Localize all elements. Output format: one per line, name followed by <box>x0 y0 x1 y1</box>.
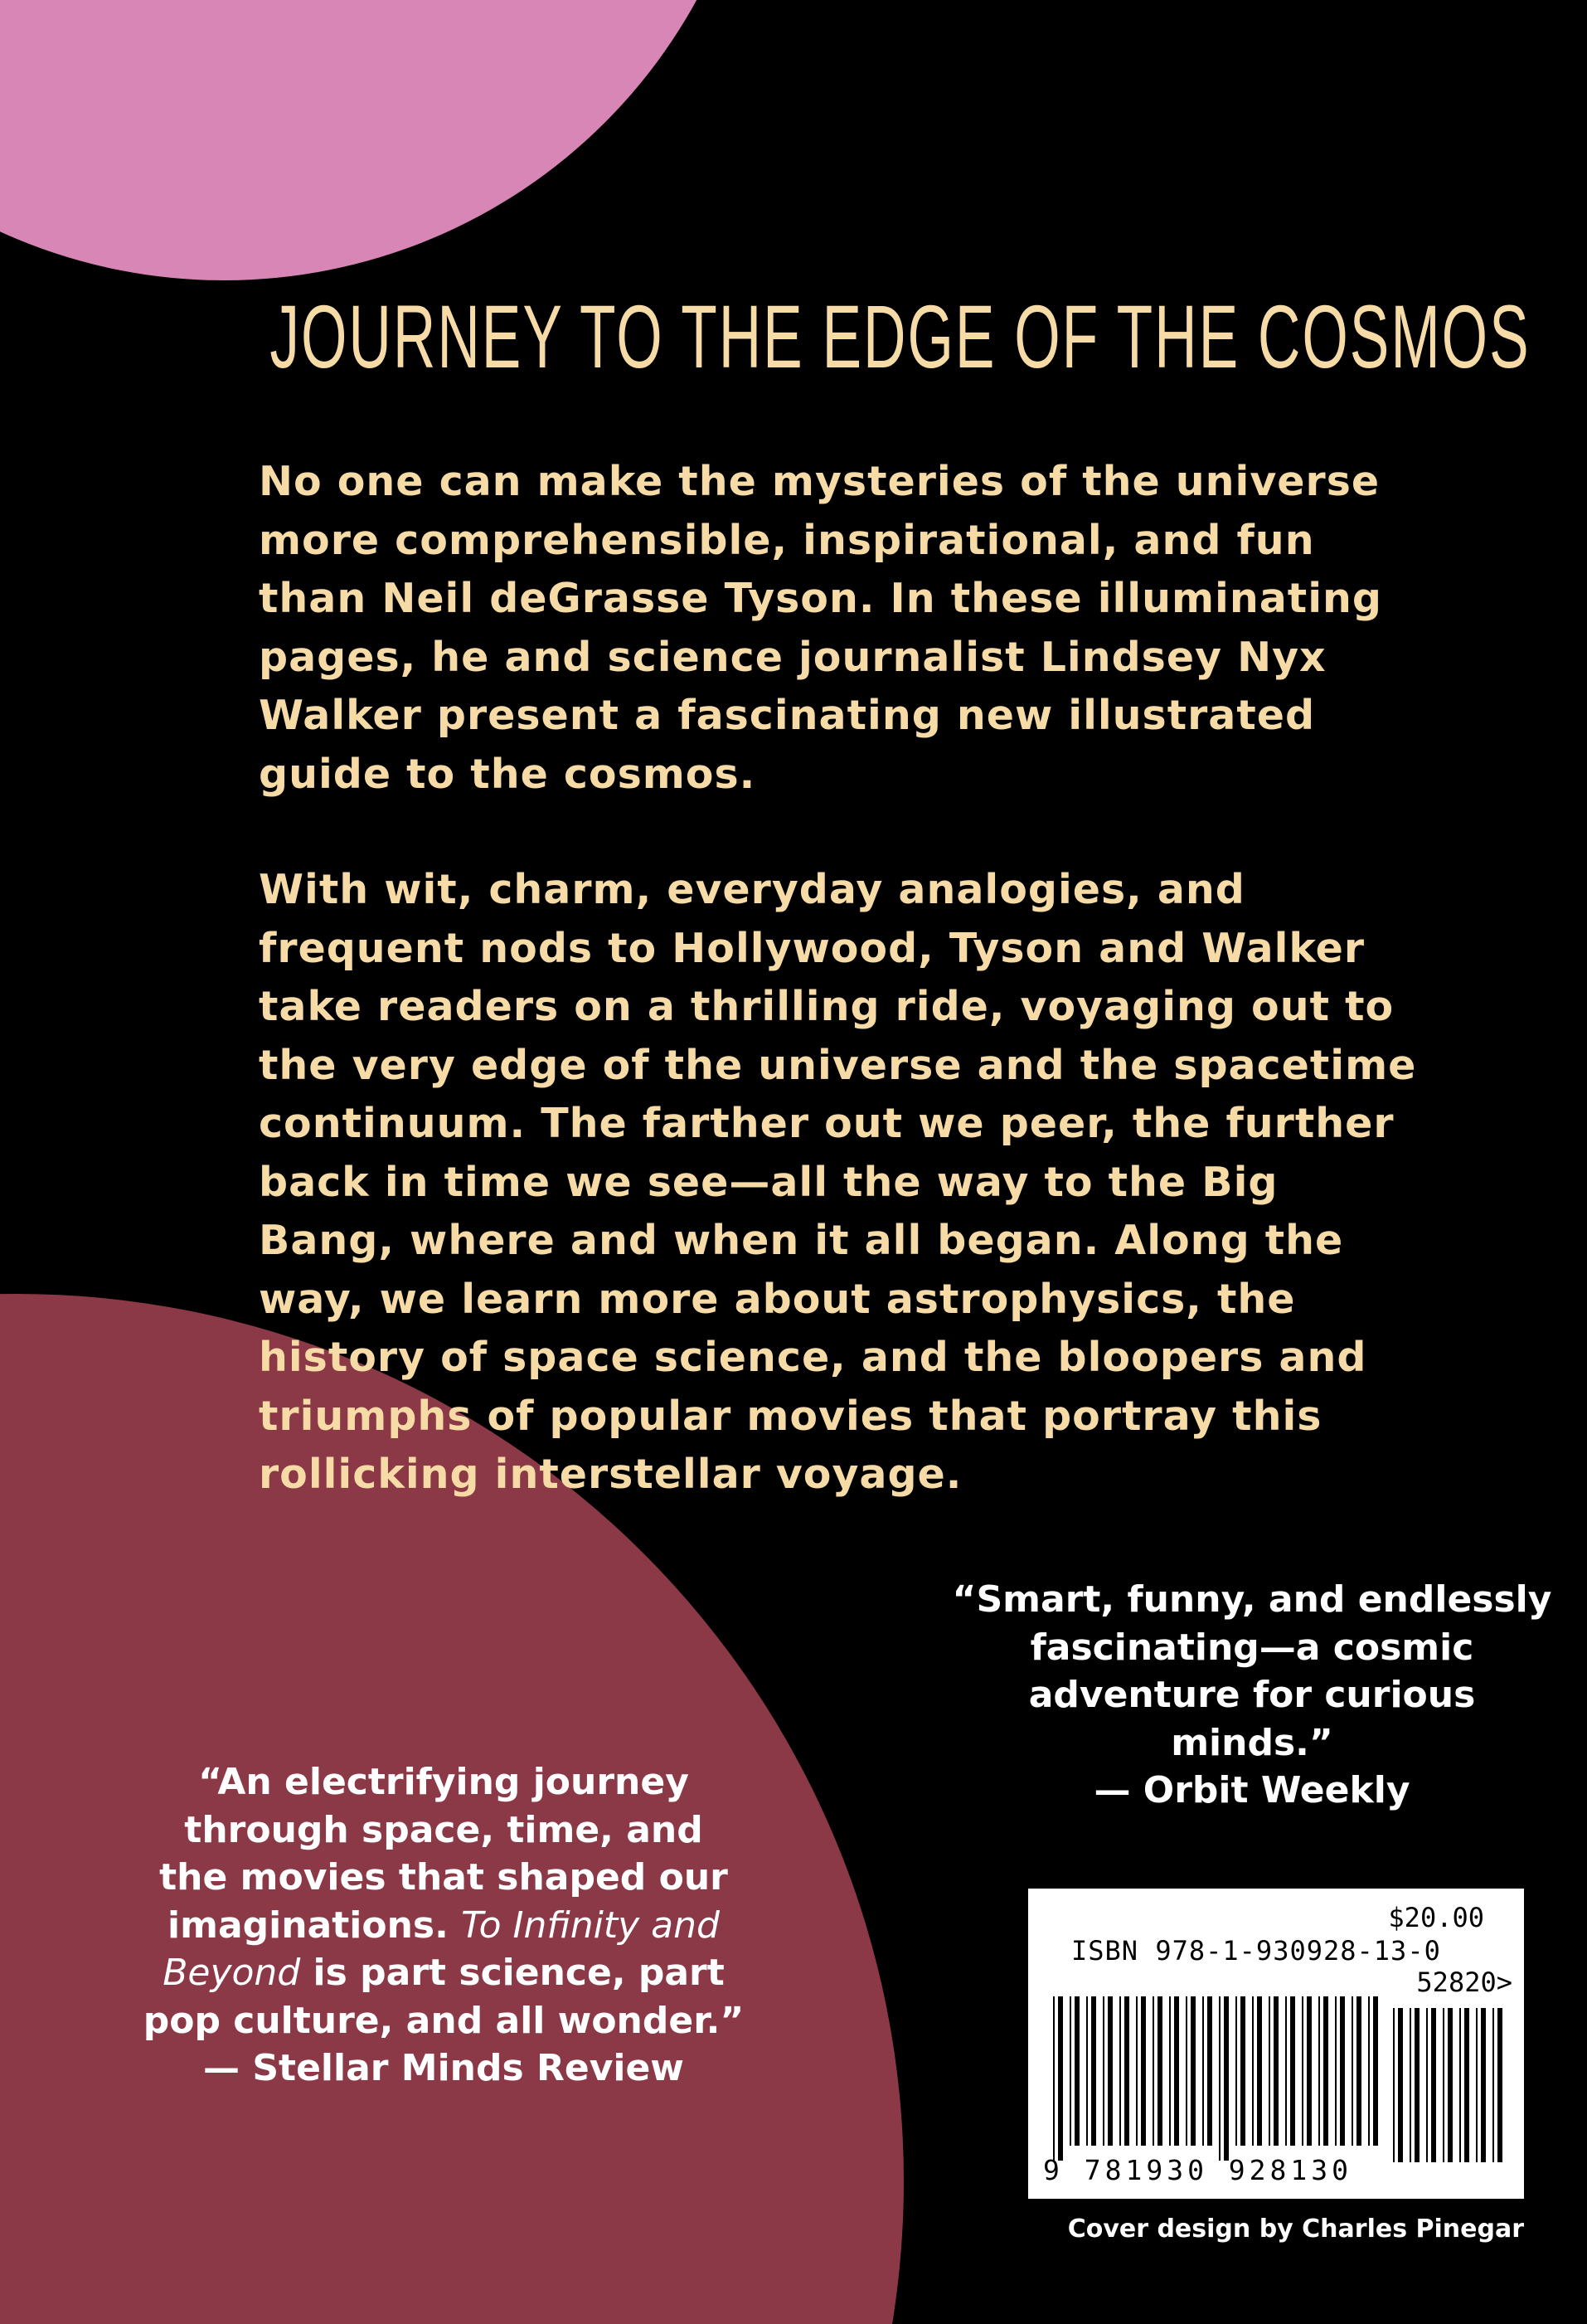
quote-line: fascinating—a cosmic <box>1030 1626 1474 1669</box>
description-line: continuum. The farther out we peer, the further <box>259 1100 1395 1147</box>
book-title-italic: Beyond <box>163 1952 301 1994</box>
quote-line: pop culture, and all wonder.” <box>143 1999 745 2042</box>
description-line: Walker present a fascinating new illustrated <box>259 692 1316 739</box>
description-line: than Neil deGrasse Tyson. In these illuminating <box>259 575 1382 622</box>
description-line: triumphs of popular movies that portray this <box>259 1392 1322 1440</box>
description-line: way, we learn more about astrophysics, the <box>259 1275 1296 1323</box>
quote-line <box>99 1902 788 1950</box>
description-paragraph-1 <box>259 453 1420 804</box>
description-line: more comprehensible, inspirational, and fun <box>259 516 1315 564</box>
addon-barcode-bars <box>1393 2008 1509 2162</box>
description-line: With wit, charm, everyday analogies, and <box>259 866 1245 913</box>
review-quote-stellar-minds <box>99 1758 788 2093</box>
barcode-digits: 9 781930 928130 <box>1043 2154 1353 2186</box>
quote-attribution: — Orbit Weekly <box>1094 1769 1410 1811</box>
quote-line: the movies that shaped our <box>159 1856 728 1899</box>
review-quote-orbit-weekly <box>920 1576 1584 1815</box>
description-line: pages, he and science journalist Lindsey Nyx <box>259 633 1327 681</box>
quote-line <box>99 1949 788 1997</box>
quote-text: imaginations. <box>167 1903 462 1947</box>
pink-circle-decoration <box>0 0 763 280</box>
quote-line: “An electrifying journey <box>198 1761 689 1803</box>
quote-attribution: — Stellar Minds Review <box>203 2047 684 2089</box>
cover-title: JOURNEY TO THE EDGE OF THE COSMOS <box>269 286 1531 387</box>
quote-line: minds.” <box>1171 1721 1333 1764</box>
description-line: No one can make the mysteries of the universe <box>259 458 1381 505</box>
book-title-italic: To Infinity and <box>461 1903 720 1947</box>
description-line: guide to the cosmos. <box>259 750 756 798</box>
description-line: rollicking interstellar voyage. <box>259 1451 963 1498</box>
quote-line: adventure for curious <box>1028 1674 1476 1716</box>
quote-text: is part science, part <box>300 1952 725 1994</box>
price-label: $20.00 <box>1388 1902 1484 1933</box>
description-line: frequent nods to Hollywood, Tyson and Walker <box>259 924 1366 972</box>
quote-line: “Smart, funny, and endlessly <box>952 1578 1552 1621</box>
description-line: Bang, where and when it all began. Along the <box>259 1217 1344 1264</box>
quote-line: through space, time, and <box>184 1808 703 1851</box>
isbn-barcode-box <box>1028 1889 1524 2199</box>
cover-design-credit: Cover design by Charles Pinegar <box>1067 2215 1524 2244</box>
price-addon-code: 52820> <box>1416 1967 1512 1998</box>
description-line: back in time we see—all the way to the Big <box>259 1158 1279 1206</box>
description-line: the very edge of the universe and the spacetime <box>259 1041 1417 1089</box>
ean-barcode-bars <box>1053 1996 1385 2162</box>
description-line: history of space science, and the bloopers and <box>259 1334 1367 1381</box>
description-paragraph-2 <box>259 861 1420 1505</box>
isbn-label: ISBN 978-1-930928-13-0 <box>1071 1935 1441 1967</box>
description-line: take readers on a thrilling ride, voyaging out to <box>259 983 1395 1030</box>
